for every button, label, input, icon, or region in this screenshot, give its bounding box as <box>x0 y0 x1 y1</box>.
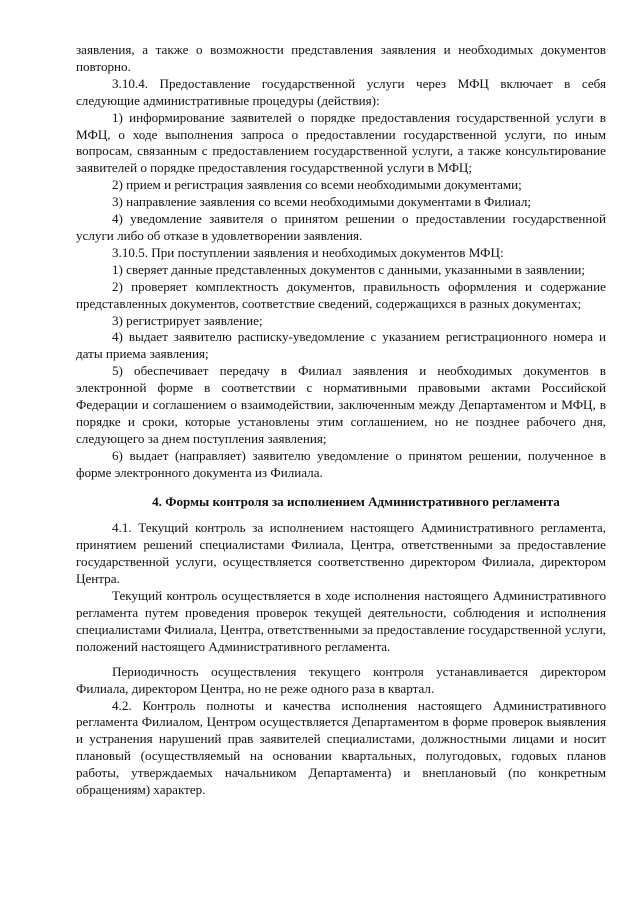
paragraph-current-control: Текущий контроль осуществляется в ходе исполнения настоящего Административного регламента путем проведения проверок текущей деятельности, соблюдения и исполнения специалистами Филиала, Центра, ответственными за предоставление государственной услуги, положений настоящего Административного регламента. <box>76 588 606 654</box>
list-item-6-issue: 6) выдает (направляет) заявителю уведомление о принятом решении, полученное в форме электронного документа из Филиала. <box>76 447 606 480</box>
paragraph-4-1: 4.1. Текущий контроль за исполнением настоящего Административного регламента, принятием решений специалистами Филиала, Центра, ответственными за предоставление государственной услуги, осуществляется соответственно директором Филиала, директором Центра. <box>76 520 606 587</box>
paragraph-3-10-5: 3.10.5. При поступлении заявления и необходимых документов МФЦ: <box>112 244 504 260</box>
list-item-4-notification: 4) уведомление заявителя о принятом решении о предоставлении государственной услуги либо об отказе в удовлетворении заявления. <box>76 211 606 243</box>
paragraph-3-10-4: 3.10.4. Предоставление государственной услуги через МФЦ включает в себя следующие административные процедуры (действия): <box>76 75 606 108</box>
section-heading: 4. Формы контроля за исполнением Административного регламента <box>152 493 560 509</box>
list-item-4-receipt: 4) выдает заявителю расписку-уведомление с указанием регистрационного номера и даты приема заявления; <box>76 329 606 362</box>
paragraph-4-2: 4.2. Контроль полноты и качества исполнения настоящего Административного регламента Филиалом, Центром осуществляется Департаментом в форме проверок выявления и устранения нарушений прав заявителей специалистами, должностными лицами и носит плановый (осуществляемый на основании квартальных, полугодовых, годовых планов работы, утверждаемых начальником Департамента) и внеплановый (по конкретным обращениям) характер. <box>76 697 606 798</box>
paragraph-periodicity: Периодичность осуществления текущего контроля устанавливается директором Филиала, директором Центра, но не реже одного раза в квартал. <box>76 663 606 696</box>
list-item-2-check: 2) проверяет комплектность документов, правильность оформления и содержание представленных документов, соответствие сведений, содержащихся в разных документах; <box>76 278 606 311</box>
list-item-3-register: 3) регистрирует заявление; <box>112 312 263 328</box>
list-item-1-verify: 1) сверяет данные представленных документов с данными, указанными в заявлении; <box>112 261 585 277</box>
list-item-3-forwarding: 3) направление заявления со всеми необходимыми документами в Филиал; <box>112 194 532 210</box>
paragraph-continuation: заявления, а также о возможности представления заявления и необходимых документов повторно. <box>76 42 606 74</box>
list-item-5-transfer: 5) обеспечивает передачу в Филиал заявления и необходимых документов в электронной форме в соответствии с нормативными правовыми актами Российской Федерации и соглашением о взаимодействии, заключенным между Департаментом и МФЦ, в порядке и сроки, которые установлены этим соглашением, но не позднее рабочего дня, следующего за днем поступления заявления; <box>76 363 606 446</box>
document-page <box>76 42 606 799</box>
list-item-2-reception: 2) прием и регистрация заявления со всеми необходимыми документами; <box>112 177 522 193</box>
list-item-1-informing: 1) информирование заявителей о порядке предоставления государственной услуги в МФЦ, о ходе выполнения запроса о предоставлении государственной услуги, по иным вопросам, связанным с предоставлением государственной услуги, а также консультирование заявителей о порядке предоставления государственной услуги в МФЦ; <box>76 109 606 176</box>
